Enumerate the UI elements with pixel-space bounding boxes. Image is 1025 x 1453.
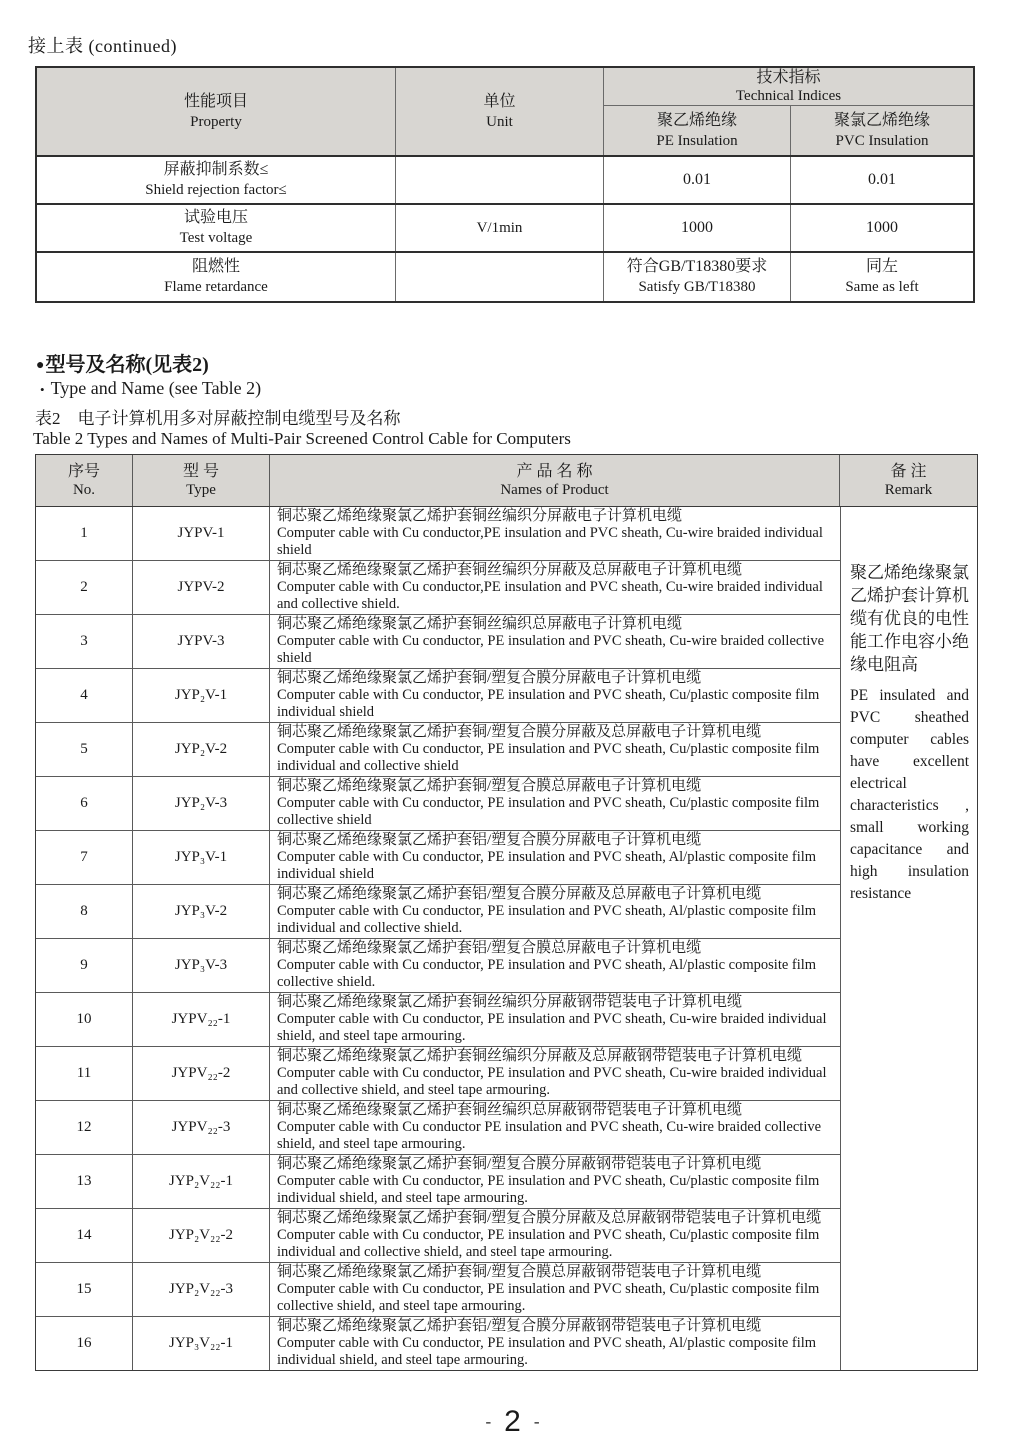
row-name-cn: 铜芯聚乙烯绝缘聚氯乙烯护套铜/塑复合膜分屏蔽电子计算机电缆: [277, 670, 702, 686]
table-row: [36, 993, 840, 1047]
spec-pe-value-cn: 符合GB/T18380要求: [626, 258, 768, 275]
table-row: [36, 831, 840, 885]
row-name-en: Computer cable with Cu conductor PE insulation and PVC sheath, Cu-wire braided collective shield, and steel tape armouring.: [277, 1119, 822, 1152]
spec-property-cn: 试验电压: [183, 209, 248, 226]
spec-pe-value-cell: [604, 253, 791, 301]
spec-table: [35, 66, 975, 303]
row-name-en: Computer cable with Cu conductor, PE insulation and PVC sheath, Cu/plastic composite film individual shield, and steel tape armouring.: [277, 1173, 820, 1206]
table-row: [36, 723, 840, 777]
row-no-cell: 5: [36, 723, 133, 776]
row-name-cell: [270, 669, 840, 722]
table-row: [36, 1101, 840, 1155]
row-no-cell: 3: [36, 615, 133, 668]
row-type-cell: JYPV-1: [133, 507, 270, 560]
no-header-cell: [36, 455, 133, 506]
row-type-cell: JYP₂V₂₂-1: [133, 1155, 270, 1208]
table-row: [36, 777, 840, 831]
row-name-cn: 铜芯聚乙烯绝缘聚氯乙烯护套铝/塑复合膜分屏蔽及总屏蔽电子计算机电缆: [277, 886, 762, 902]
row-no-cell: 8: [36, 885, 133, 938]
row-type-cell: JYP₃V-1: [133, 831, 270, 884]
pe-insulation-en: PE Insulation: [656, 132, 738, 149]
spec-pe-value-cell: [604, 157, 791, 203]
property-header-cell: [37, 68, 396, 155]
technical-indices-title: [604, 68, 973, 106]
row-no-cell: 2: [36, 561, 133, 614]
spec-row: [37, 203, 973, 251]
section-title-en: [40, 378, 261, 399]
spec-pe-value-cell: [604, 205, 791, 251]
row-name-cell: [270, 1155, 840, 1208]
remark-text-en: PE insulated and PVC sheathed computer cables have excellent electrical characteristics , small working capacitance and high insulation resistance: [850, 687, 969, 902]
section-title-en-text: Type and Name (see Table 2): [50, 378, 262, 398]
remark-header-cell: [840, 455, 977, 506]
types-table-body: [36, 507, 977, 1370]
spec-pvc-value-en: Same as left: [845, 279, 919, 295]
row-no-cell: 9: [36, 939, 133, 992]
table-row: [36, 939, 840, 993]
remark-header-cn: 备 注: [890, 462, 927, 480]
row-name-en: Computer cable with Cu conductor, PE insulation and PVC sheath, Cu-wire braided individual shield, and steel tape armouring.: [277, 1011, 827, 1044]
row-name-cn: 铜芯聚乙烯绝缘聚氯乙烯护套铜丝编织分屏蔽电子计算机电缆: [277, 508, 683, 524]
property-header-cn: 性能项目: [183, 92, 248, 110]
bullet-icon: ●: [36, 358, 45, 373]
row-no-cell: 4: [36, 669, 133, 722]
page-footer: [0, 1405, 1025, 1439]
pe-insulation-header-cell: [604, 106, 791, 155]
spec-unit-cell: [396, 205, 604, 251]
technical-indices-cn: 技术指标: [756, 68, 821, 86]
types-table: [35, 454, 978, 1371]
row-name-en: Computer cable with Cu conductor, PE insulation and PVC sheath, Cu/plastic composite film individual and collective shield: [277, 741, 820, 774]
type-header-en: Type: [186, 481, 216, 498]
row-name-cell: [270, 615, 840, 668]
property-header-en: Property: [190, 113, 242, 130]
row-name-cn: 铜芯聚乙烯绝缘聚氯乙烯护套铝/塑复合膜分屏蔽钢带铠装电子计算机电缆: [277, 1318, 762, 1334]
row-no-cell: 13: [36, 1155, 133, 1208]
unit-header-cell: [396, 68, 604, 155]
remark-cell: [840, 507, 977, 1370]
row-name-cell: [270, 939, 840, 992]
row-type-cell: JYP₂V-1: [133, 669, 270, 722]
footer-dash-right: -: [533, 1412, 540, 1431]
row-name-cell: [270, 1209, 840, 1262]
spec-row: [37, 155, 973, 203]
spec-pvc-value-cn: 同左: [865, 258, 898, 275]
row-name-cn: 铜芯聚乙烯绝缘聚氯乙烯护套铜丝编织分屏蔽及总屏蔽钢带铠装电子计算机电缆: [277, 1048, 803, 1064]
row-name-cell: [270, 507, 840, 560]
row-name-en: Computer cable with Cu conductor, PE insulation and PVC sheath, Cu/plastic composite film individual and collective shield, and steel tape armouring.: [277, 1227, 820, 1260]
spec-row: [37, 251, 973, 301]
row-name-cell: [270, 1317, 840, 1370]
row-name-en: Computer cable with Cu conductor, PE insulation and PVC sheath, Cu/plastic composite film individual shield: [277, 687, 820, 720]
row-name-cn: 铜芯聚乙烯绝缘聚氯乙烯护套铜/塑复合膜总屏蔽电子计算机电缆: [277, 778, 702, 794]
spec-table-body: [37, 155, 973, 301]
row-name-cn: 铜芯聚乙烯绝缘聚氯乙烯护套铜丝编织分屏蔽及总屏蔽电子计算机电缆: [277, 562, 743, 578]
spec-property-en: Test voltage: [179, 230, 253, 246]
table-row: [36, 885, 840, 939]
table-row: [36, 1263, 840, 1317]
row-name-en: Computer cable with Cu conductor, PE insulation and PVC sheath, Cu/plastic composite film collective shield, and steel tape armouring.: [277, 1281, 820, 1314]
type-header-cell: [133, 455, 270, 506]
spec-unit-cell: [396, 157, 604, 203]
spec-property-cn: 屏蔽抑制系数≤: [163, 161, 269, 178]
row-type-cell: JYPV₂₂-3: [133, 1101, 270, 1154]
technical-indices-header-cell: [604, 68, 973, 155]
row-name-cell: [270, 831, 840, 884]
row-name-en: Computer cable with Cu conductor,PE insulation and PVC sheath, Cu-wire braided individual and collective shield.: [277, 579, 823, 612]
row-type-cell: JYP₃V-2: [133, 885, 270, 938]
row-no-cell: 14: [36, 1209, 133, 1262]
row-name-cn: 铜芯聚乙烯绝缘聚氯乙烯护套铜/塑复合膜分屏蔽钢带铠装电子计算机电缆: [277, 1156, 762, 1172]
product-name-header-cell: [270, 455, 840, 506]
table-row: [36, 507, 840, 561]
spec-property-en: Shield rejection factor≤: [145, 182, 287, 198]
bullet-dot-icon: •: [40, 382, 45, 397]
row-name-cell: [270, 993, 840, 1046]
row-name-cn: 铜芯聚乙烯绝缘聚氯乙烯护套铝/塑复合膜总屏蔽电子计算机电缆: [277, 940, 702, 956]
row-type-cell: JYPV₂₂-2: [133, 1047, 270, 1100]
row-name-en: Computer cable with Cu conductor, PE insulation and PVC sheath, Al/plastic composite film individual shield, and steel tape armouring.: [277, 1335, 817, 1368]
spec-pvc-value-cn: 0.01: [868, 171, 896, 188]
table2-caption-en: Table 2 Types and Names of Multi-Pair Screened Control Cable for Computers: [33, 429, 571, 448]
row-name-cn: 铜芯聚乙烯绝缘聚氯乙烯护套铝/塑复合膜分屏蔽电子计算机电缆: [277, 832, 702, 848]
row-type-cell: JYPV₂₂-1: [133, 993, 270, 1046]
spec-property-cell: [37, 157, 396, 203]
row-no-cell: 1: [36, 507, 133, 560]
row-name-en: Computer cable with Cu conductor, PE insulation and PVC sheath, Cu-wire braided collective shield: [277, 633, 825, 666]
row-no-cell: 11: [36, 1047, 133, 1100]
product-name-header-cn: 产 品 名 称: [516, 462, 593, 480]
row-type-cell: JYP₃V₂₂-1: [133, 1317, 270, 1370]
row-name-en: Computer cable with Cu conductor, PE insulation and PVC sheath, Cu/plastic composite film collective shield: [277, 795, 820, 828]
row-type-cell: JYP₃V-3: [133, 939, 270, 992]
row-type-cell: JYPV-2: [133, 561, 270, 614]
table-row: [36, 1047, 840, 1101]
technical-indices-en: Technical Indices: [735, 87, 842, 104]
row-name-en: Computer cable with Cu conductor, PE insulation and PVC sheath, Al/plastic composite film collective shield.: [277, 957, 817, 990]
row-type-cell: JYP₂V-2: [133, 723, 270, 776]
spec-pe-value-cn: 0.01: [683, 171, 711, 188]
row-name-cn: 铜芯聚乙烯绝缘聚氯乙烯护套铜丝编织分屏蔽钢带铠装电子计算机电缆: [277, 994, 743, 1010]
remark-header-en: Remark: [884, 481, 933, 498]
row-name-en: Computer cable with Cu conductor, PE insulation and PVC sheath, Al/plastic composite film individual shield: [277, 849, 817, 882]
row-type-cell: JYP₂V₂₂-2: [133, 1209, 270, 1262]
table-row: [36, 669, 840, 723]
spec-unit-value: V/1min: [476, 220, 523, 236]
type-header-cn: 型 号: [182, 462, 219, 480]
pe-insulation-cn: 聚乙烯绝缘: [656, 111, 737, 129]
row-type-cell: JYP₂V-3: [133, 777, 270, 830]
no-header-cn: 序号: [67, 462, 100, 480]
spec-unit-cell: [396, 253, 604, 301]
row-name-cell: [270, 561, 840, 614]
types-rows: [36, 507, 840, 1370]
section-title-cn-text: 型号及名称(见表2): [45, 354, 209, 376]
table-row: [36, 615, 840, 669]
row-name-cell: [270, 1047, 840, 1100]
spec-property-cn: 阻燃性: [191, 258, 240, 275]
spec-property-cell: [37, 253, 396, 301]
footer-dash-left: -: [485, 1412, 492, 1431]
remark-text-cn: 聚乙烯绝缘聚氯乙烯护套计算机缆有优良的电性能工作电容小绝缘电阻高: [850, 563, 969, 674]
pvc-insulation-cn: 聚氯乙烯绝缘: [833, 111, 930, 129]
row-name-en: Computer cable with Cu conductor,PE insulation and PVC sheath, Cu-wire braided individual shield: [277, 525, 823, 558]
row-name-cell: [270, 777, 840, 830]
pvc-insulation-en: PVC Insulation: [835, 132, 929, 149]
no-header-en: No.: [72, 481, 96, 498]
row-name-cn: 铜芯聚乙烯绝缘聚氯乙烯护套铜丝编织总屏蔽电子计算机电缆: [277, 616, 683, 632]
page-number: 2: [504, 1405, 521, 1438]
row-name-cell: [270, 885, 840, 938]
spec-property-en: Flame retardance: [164, 279, 268, 295]
row-name-cn: 铜芯聚乙烯绝缘聚氯乙烯护套铜丝编织总屏蔽钢带铠装电子计算机电缆: [277, 1102, 743, 1118]
continued-note: 接上表 (continued): [28, 36, 177, 56]
spec-property-cell: [37, 205, 396, 251]
table-row: [36, 561, 840, 615]
spec-pe-value-en: Satisfy GB/T18380: [638, 279, 756, 295]
spec-pvc-value-cell: [791, 157, 973, 203]
unit-header-cn: 单位: [483, 92, 516, 110]
product-name-header-en: Names of Product: [500, 481, 609, 498]
row-no-cell: 10: [36, 993, 133, 1046]
row-name-cn: 铜芯聚乙烯绝缘聚氯乙烯护套铜/塑复合膜总屏蔽钢带铠装电子计算机电缆: [277, 1264, 762, 1280]
row-no-cell: 15: [36, 1263, 133, 1316]
row-name-cell: [270, 723, 840, 776]
row-type-cell: JYPV-3: [133, 615, 270, 668]
unit-header-en: Unit: [486, 113, 513, 130]
table-row: [36, 1155, 840, 1209]
row-no-cell: 16: [36, 1317, 133, 1370]
table-row: [36, 1317, 840, 1370]
section-title-cn: [36, 348, 209, 377]
spec-pvc-value-cell: [791, 253, 973, 301]
types-table-header: [36, 455, 977, 507]
table2-caption-cn: 表2 电子计算机用多对屏蔽控制电缆型号及名称: [35, 409, 401, 428]
spec-pvc-value-cn: 1000: [866, 219, 898, 236]
row-no-cell: 12: [36, 1101, 133, 1154]
row-no-cell: 7: [36, 831, 133, 884]
row-name-cn: 铜芯聚乙烯绝缘聚氯乙烯护套铜/塑复合膜分屏蔽及总屏蔽钢带铠装电子计算机电缆: [277, 1210, 822, 1226]
row-type-cell: JYP₂V₂₂-3: [133, 1263, 270, 1316]
spec-table-header: [37, 68, 973, 155]
pvc-insulation-header-cell: [791, 106, 973, 155]
row-name-cn: 铜芯聚乙烯绝缘聚氯乙烯护套铜/塑复合膜分屏蔽及总屏蔽电子计算机电缆: [277, 724, 762, 740]
row-name-en: Computer cable with Cu conductor, PE insulation and PVC sheath, Al/plastic composite film individual and collective shield.: [277, 903, 817, 936]
row-name-en: Computer cable with Cu conductor, PE insulation and PVC sheath, Cu-wire braided individual and collective shield, and steel tape armouring.: [277, 1065, 827, 1098]
spec-pvc-value-cell: [791, 205, 973, 251]
table-row: [36, 1209, 840, 1263]
row-no-cell: 6: [36, 777, 133, 830]
spec-pe-value-cn: 1000: [681, 219, 713, 236]
row-name-cell: [270, 1101, 840, 1154]
row-name-cell: [270, 1263, 840, 1316]
